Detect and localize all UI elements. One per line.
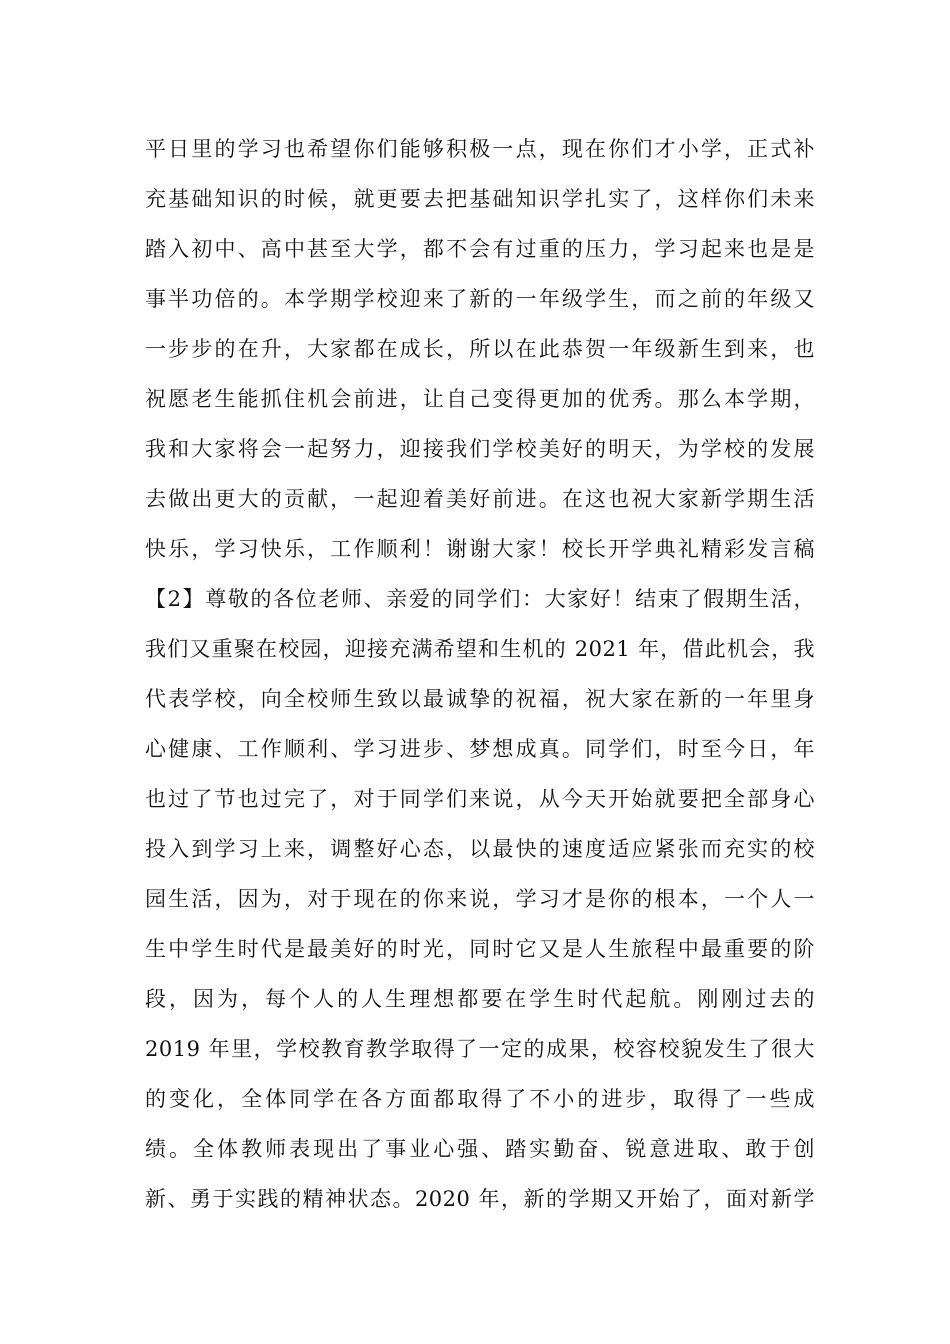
text-line: 生中学生时代是最美好的时光，同时它又是人生旅程中最重要的阶 (145, 937, 815, 961)
text-line: 祝愿老生能抓住机会前进，让自己变得更加的优秀。那么本学期， (145, 387, 815, 411)
text-line: 的变化，全体同学在各方面都取得了不小的进步，取得了一些成 (145, 1087, 815, 1111)
text-line: 事半功倍的。本学期学校迎来了新的一年级学生，而之前的年级又 (145, 287, 815, 311)
text-line: 新、勇于实践的精神状态。2020 年，新的学期又开始了，面对新学 (145, 1187, 815, 1211)
text-line: 一步步的在升，大家都在成长，所以在此恭贺一年级新生到来，也 (145, 337, 815, 361)
body-text (145, 124, 815, 1224)
text-line: 平日里的学习也希望你们能够积极一点，现在你们才小学，正式补 (145, 137, 815, 161)
text-line: 快乐，学习快乐，工作顺利！谢谢大家！校长开学典礼精彩发言稿 (145, 537, 815, 561)
text-line: 也过了节也过完了，对于同学们来说，从今天开始就要把全部身心 (145, 787, 815, 811)
text-line: 绩。全体教师表现出了事业心强、踏实勤奋、锐意进取、敢于创 (145, 1137, 815, 1161)
text-line: 投入到学习上来，调整好心态，以最快的速度适应紧张而充实的校 (145, 837, 815, 861)
text-line: 我和大家将会一起努力，迎接我们学校美好的明天，为学校的发展 (145, 437, 815, 461)
text-line: 代表学校，向全校师生致以最诚挚的祝福，祝大家在新的一年里身 (145, 687, 815, 711)
text-line: 园生活，因为，对于现在的你来说，学习才是你的根本，一个人一 (145, 887, 815, 911)
text-line: 充基础知识的时候，就更要去把基础知识学扎实了，这样你们未来 (145, 187, 815, 211)
text-line: 2019 年里，学校教育教学取得了一定的成果，校容校貌发生了很大 (145, 1037, 815, 1061)
text-line: 段，因为，每个人的人生理想都要在学生时代起航。刚刚过去的 (145, 987, 815, 1011)
text-line: 心健康、工作顺利、学习进步、梦想成真。同学们，时至今日，年 (145, 737, 815, 761)
text-line: 【2】尊敬的各位老师、亲爱的同学们：大家好！结束了假期生活， (145, 587, 815, 611)
text-line: 去做出更大的贡献，一起迎着美好前进。在这也祝大家新学期生活 (145, 487, 815, 511)
text-line: 我们又重聚在校园，迎接充满希望和生机的 2021 年，借此机会，我 (145, 637, 815, 661)
text-line: 踏入初中、高中甚至大学，都不会有过重的压力，学习起来也是是 (145, 237, 815, 261)
